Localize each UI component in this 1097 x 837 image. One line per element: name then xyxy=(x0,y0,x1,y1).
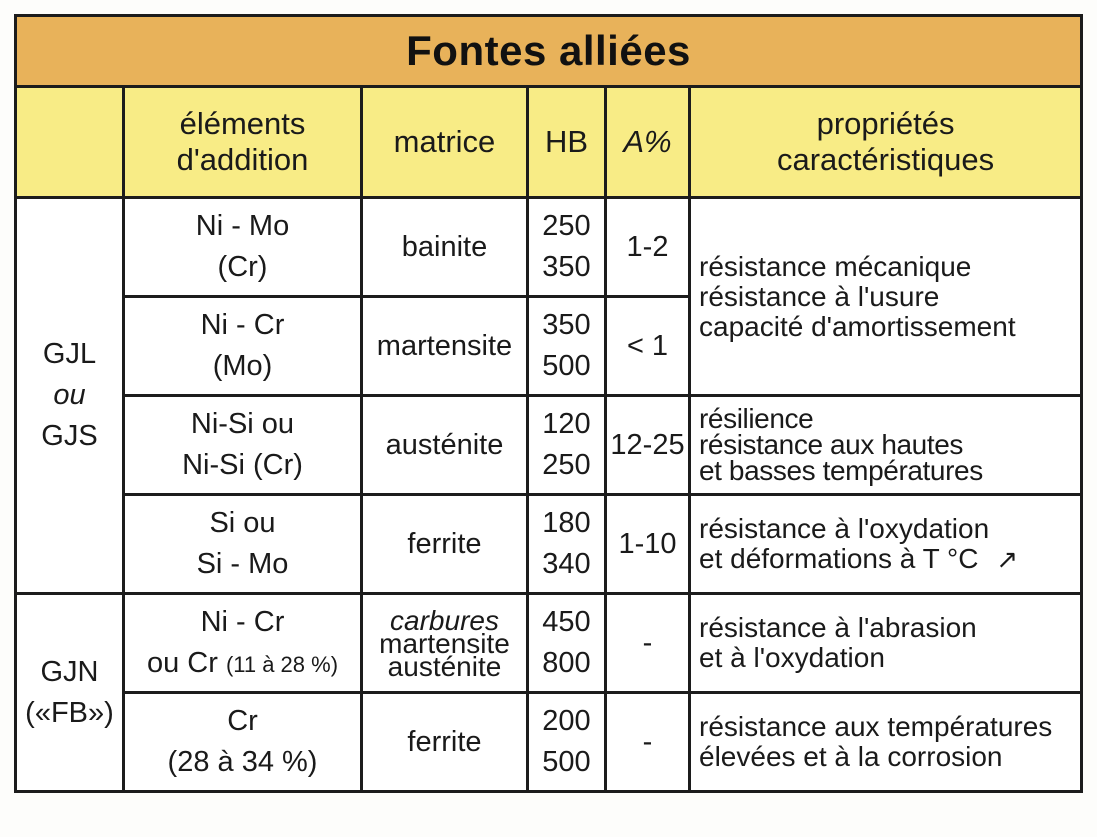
elements-line1: Si ou xyxy=(209,507,276,539)
header-row xyxy=(16,87,1082,198)
a-percent-cell: - xyxy=(606,693,690,792)
arrow-up-right-icon: ↗ xyxy=(996,544,1019,574)
elements-cell xyxy=(124,396,362,495)
elements-line2 xyxy=(125,643,360,685)
elements-cell xyxy=(124,495,362,594)
hb-min: 180 xyxy=(542,507,591,539)
hb-max: 350 xyxy=(542,251,591,283)
hb-max: 500 xyxy=(542,746,591,778)
elements-line2: (28 à 34 %) xyxy=(167,746,318,778)
table-row xyxy=(16,396,1082,495)
matrice-cell: ferrite xyxy=(362,495,528,594)
elements-line2: (Mo) xyxy=(212,350,273,382)
properties-cell xyxy=(690,594,1082,693)
table-row xyxy=(16,495,1082,594)
elements-line1: Ni-Si ou xyxy=(190,408,295,440)
elements-cell xyxy=(124,594,362,693)
elements-cell xyxy=(124,693,362,792)
group-gjs-label: GJS xyxy=(41,420,98,452)
hb-min: 350 xyxy=(542,309,591,341)
elements-line2: Si - Mo xyxy=(196,548,289,580)
hb-cell xyxy=(528,297,606,396)
properties-line1: résistance mécanique xyxy=(699,250,972,282)
a-percent-cell: 1-10 xyxy=(606,495,690,594)
a-percent-cell: - xyxy=(606,594,690,693)
header-blank-cell xyxy=(16,87,124,198)
a-percent-cell: 1-2 xyxy=(606,198,690,297)
a-percent-cell: < 1 xyxy=(606,297,690,396)
header-elements xyxy=(124,87,362,198)
hb-min: 200 xyxy=(542,705,591,737)
table-title: Fontes alliées xyxy=(16,16,1082,87)
properties-line1: résistance à l'oxydation xyxy=(699,513,990,544)
hb-max: 800 xyxy=(542,647,591,679)
hb-cell xyxy=(528,495,606,594)
group-fb-label: («FB») xyxy=(25,696,114,729)
group-gjl-gjs xyxy=(16,198,124,594)
properties-line3: et basses températures xyxy=(699,455,983,486)
matrice-cell: martensite xyxy=(362,297,528,396)
header-elements-line1: éléments xyxy=(179,106,306,141)
elements-line1: Ni - Cr xyxy=(200,309,285,341)
header-properties-line2: caractéristiques xyxy=(776,142,995,177)
properties-cell xyxy=(690,693,1082,792)
table-row xyxy=(16,693,1082,792)
matrice-cell: austénite xyxy=(362,396,528,495)
elements-cell xyxy=(124,297,362,396)
hb-max: 500 xyxy=(542,350,591,382)
hb-cell xyxy=(528,693,606,792)
properties-line1: résistance à l'abrasion xyxy=(699,612,977,643)
group-gjl-label: GJL xyxy=(42,338,97,370)
hb-cell xyxy=(528,198,606,297)
matrice-cell: ferrite xyxy=(362,693,528,792)
group-gjn xyxy=(16,594,124,792)
elements-line2: (Cr) xyxy=(217,251,268,283)
properties-line2 xyxy=(699,544,1080,574)
matrice-line3: austénite xyxy=(387,650,502,682)
hb-cell xyxy=(528,396,606,495)
header-matrice: matrice xyxy=(362,87,528,198)
matrice-line1: carbures xyxy=(390,604,499,636)
header-properties-line1: propriétés xyxy=(816,106,955,141)
elements-line2-range: (11 à 28 %) xyxy=(225,651,339,677)
elements-line1: Cr xyxy=(227,705,258,737)
hb-max: 340 xyxy=(542,548,591,580)
properties-line2: résistance à l'usure xyxy=(699,280,940,312)
properties-line2: élevées et à la corrosion xyxy=(699,741,1003,772)
properties-line2: et à l'oxydation xyxy=(699,642,885,673)
matrice-line2: martensite xyxy=(379,627,510,659)
alloyed-cast-iron-table xyxy=(14,14,1083,793)
matrice-cell: bainite xyxy=(362,198,528,297)
header-hb: HB xyxy=(528,87,606,198)
properties-cell xyxy=(690,495,1082,594)
hb-cell xyxy=(528,594,606,693)
table-row xyxy=(16,198,1082,297)
header-elements-line2: d'addition xyxy=(176,142,309,177)
properties-line1: résistance aux températures xyxy=(699,711,1053,742)
header-a-percent: A% xyxy=(606,87,690,198)
header-properties xyxy=(690,87,1082,198)
elements-line2: Ni-Si (Cr) xyxy=(182,449,303,481)
properties-cell xyxy=(690,198,1082,396)
properties-line2-text: et déformations à T °C xyxy=(699,543,979,574)
elements-line1: Ni - Cr xyxy=(200,605,285,638)
hb-min: 250 xyxy=(542,210,591,242)
matrice-cell xyxy=(362,594,528,693)
a-percent-cell: 12-25 xyxy=(606,396,690,495)
elements-cell xyxy=(124,198,362,297)
properties-line3: capacité d'amortissement xyxy=(699,310,1016,342)
group-ou-label: ou xyxy=(53,379,86,411)
elements-line2-main: ou Cr xyxy=(146,646,218,679)
properties-line1: résilience xyxy=(699,403,814,434)
elements-line1: Ni - Mo xyxy=(195,210,290,242)
hb-min: 450 xyxy=(542,606,591,638)
properties-line2: résistance aux hautes xyxy=(699,429,963,460)
properties-cell xyxy=(690,396,1082,495)
table-row xyxy=(16,594,1082,693)
hb-min: 120 xyxy=(542,408,591,440)
hb-max: 250 xyxy=(542,449,591,481)
group-gjn-label: GJN xyxy=(40,655,99,688)
